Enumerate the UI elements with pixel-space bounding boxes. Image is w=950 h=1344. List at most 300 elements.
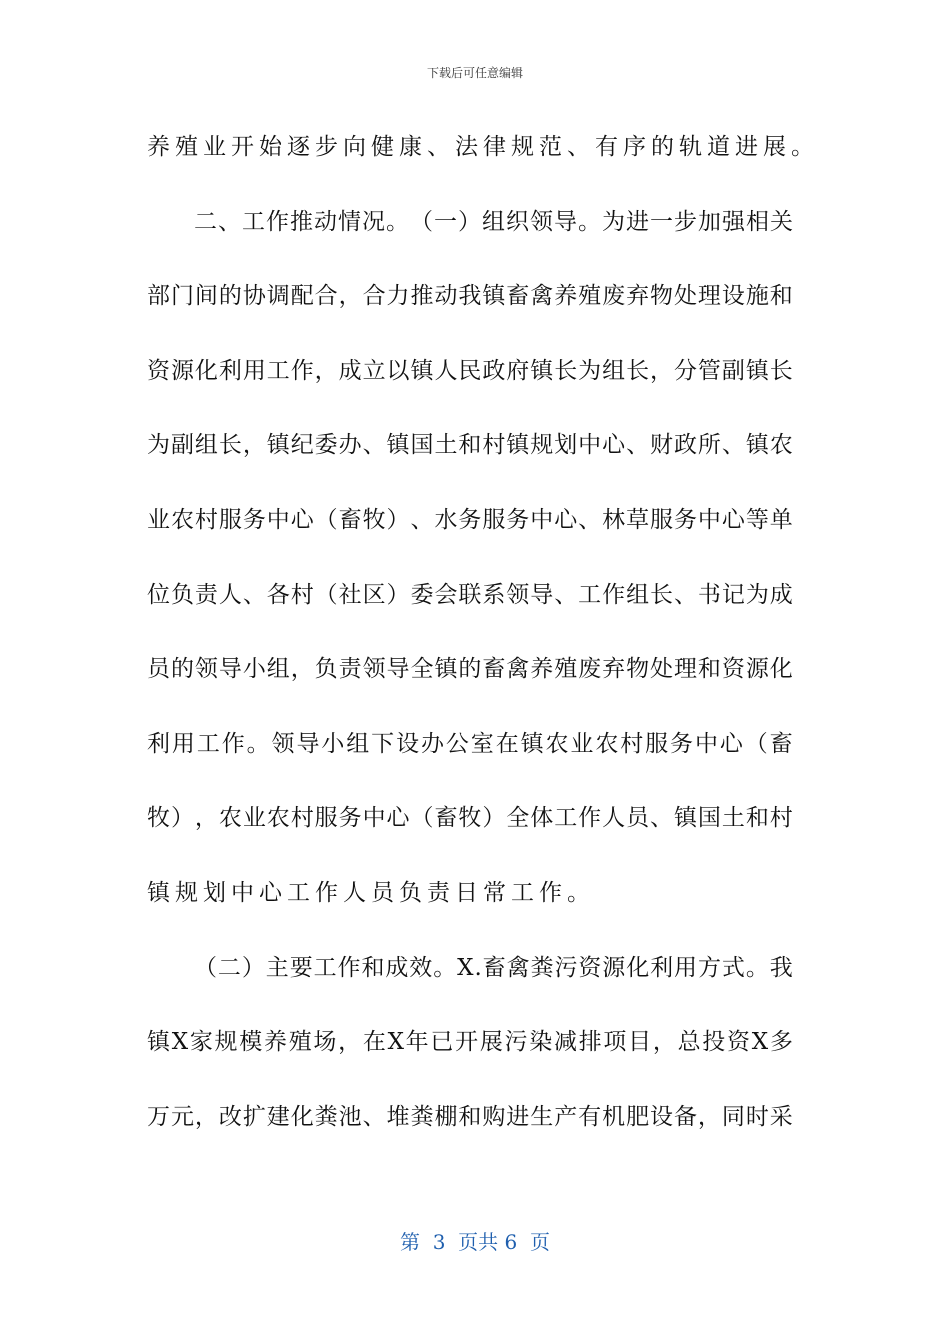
paragraph-line — [147, 569, 793, 644]
line-char: 镇 — [266, 432, 290, 459]
line-char: 、 — [218, 208, 241, 235]
line-char: 纪 — [290, 432, 314, 459]
line-char: 开 — [455, 1029, 479, 1056]
line-char: ， — [194, 1103, 218, 1130]
line-char: 施 — [745, 283, 769, 310]
line-char: 畜 — [482, 954, 506, 981]
line-char: 殖 — [554, 656, 578, 683]
line-char: 民 — [458, 357, 482, 384]
line-char: 效 — [409, 954, 433, 981]
line-char: 服 — [218, 506, 242, 533]
line-char: 畜 — [769, 730, 793, 757]
line-char: 府 — [506, 357, 530, 384]
line-char: 水 — [434, 506, 458, 533]
line-char: 副 — [721, 357, 745, 384]
line-char: X — [751, 1029, 769, 1056]
line-char: 肥 — [626, 1103, 650, 1130]
line-char: 为 — [602, 208, 625, 235]
line-char: 员 — [626, 805, 650, 832]
line-char: （ — [314, 581, 338, 608]
line-char: 各 — [266, 581, 290, 608]
paragraph-line — [147, 419, 793, 494]
line-char: 镇 — [147, 1029, 170, 1056]
line-char: 废 — [602, 283, 626, 310]
line-char: 成 — [385, 954, 409, 981]
line-char: 堆 — [386, 1103, 410, 1130]
line-char: 镇 — [482, 283, 506, 310]
line-char: 镇 — [520, 730, 544, 757]
line-char: 化 — [626, 954, 650, 981]
line-char: 负 — [170, 581, 194, 608]
line-char: 区 — [362, 581, 386, 608]
line-char: 、 — [554, 581, 578, 608]
line-char: 组 — [346, 730, 370, 757]
line-char: 财 — [650, 432, 674, 459]
line-char: 和 — [361, 954, 385, 981]
line-char: ） — [170, 805, 194, 832]
line-char: 和 — [769, 283, 793, 310]
line-char: 办 — [338, 432, 362, 459]
line-char: 业 — [242, 805, 266, 832]
line-char: 作 — [266, 208, 289, 235]
line-char: 村 — [769, 805, 793, 832]
line-char: ） — [386, 581, 410, 608]
line-char: 立 — [362, 357, 386, 384]
line-char: 心 — [719, 730, 743, 757]
line-char: 一 — [650, 208, 673, 235]
line-char: 动 — [314, 208, 337, 235]
line-char: 政 — [482, 357, 506, 384]
line-char: 服 — [645, 730, 669, 757]
line-char: 务 — [458, 506, 482, 533]
line-char: 领 — [530, 208, 553, 235]
line-char: 门 — [170, 283, 194, 310]
line-char: ， — [338, 1029, 362, 1056]
line-char: 配 — [290, 283, 314, 310]
line-char: ， — [242, 432, 266, 459]
line-char: 负 — [314, 656, 338, 683]
paragraph-line — [147, 1091, 793, 1166]
line-char: 务 — [670, 730, 694, 757]
line-char: 有 — [578, 1103, 602, 1130]
line-char: 办 — [420, 730, 444, 757]
line-char: 源 — [745, 656, 769, 683]
line-char: 。 — [433, 954, 457, 981]
line-char: X — [457, 954, 474, 981]
line-char: 间 — [194, 283, 218, 310]
line-char: 设 — [650, 1103, 674, 1130]
line-char: 组 — [482, 208, 505, 235]
line-char: ） — [458, 208, 481, 235]
line-char: 规 — [214, 1029, 238, 1056]
line-char: 和 — [458, 432, 482, 459]
line-char: 资 — [727, 1029, 750, 1056]
line-char: 畜 — [506, 283, 530, 310]
line-char: X — [171, 1029, 189, 1056]
line-char: 关 — [770, 208, 793, 235]
line-char: 镇 — [673, 805, 697, 832]
line-char: 责 — [338, 656, 362, 683]
line-char: 二 — [194, 208, 217, 235]
line-char: 养 — [263, 1029, 287, 1056]
line-char: 组 — [194, 432, 218, 459]
line-char: 农 — [218, 805, 242, 832]
line-char: 步 — [674, 208, 697, 235]
line-char: 村 — [290, 581, 314, 608]
line-char: 废 — [578, 656, 602, 683]
paragraph-line — [147, 345, 793, 420]
line-char: 为 — [745, 581, 769, 608]
line-char: 牧 — [362, 506, 386, 533]
paragraph-line — [147, 867, 793, 942]
line-char: 公 — [445, 730, 469, 757]
line-char: 、 — [410, 506, 434, 533]
line-char: 领 — [506, 581, 530, 608]
line-char: ） — [386, 506, 410, 533]
line-char: 导 — [386, 656, 410, 683]
line-char: 资 — [578, 954, 602, 981]
line-char: 工 — [196, 730, 220, 757]
line-char: 以 — [386, 357, 410, 384]
line-char: 资 — [721, 656, 745, 683]
line-char: 禽 — [506, 656, 530, 683]
line-char: 污 — [504, 1029, 528, 1056]
line-char: 和 — [697, 656, 721, 683]
line-char: 池 — [338, 1103, 362, 1130]
line-char: 扩 — [242, 1103, 266, 1130]
line-char: 、 — [626, 432, 650, 459]
line-char: 场 — [313, 1029, 337, 1056]
paragraph-line — [147, 643, 793, 718]
line-char: 同 — [721, 1103, 745, 1130]
line-char: 粪 — [530, 954, 554, 981]
line-char: （ — [410, 208, 433, 235]
line-char: 产 — [554, 1103, 578, 1130]
line-char: （ — [410, 805, 434, 832]
paragraph-line — [147, 792, 793, 867]
line-char: 改 — [218, 1103, 242, 1130]
line-char: 利 — [650, 954, 674, 981]
line-char: 所 — [697, 432, 721, 459]
line-char: 和 — [458, 1103, 482, 1130]
line-char: 多 — [769, 1029, 793, 1056]
paragraph-line — [147, 270, 793, 345]
line-char: 畜 — [482, 656, 506, 683]
line-char: 模 — [239, 1029, 263, 1056]
line-char: 心 — [290, 506, 314, 533]
line-char: 染 — [529, 1029, 553, 1056]
line-char: 工 — [266, 357, 290, 384]
line-char: 规 — [530, 432, 554, 459]
line-char: 元 — [170, 1103, 194, 1130]
line-char: 工 — [554, 805, 578, 832]
line-char: 农 — [595, 730, 619, 757]
line-char: 村 — [194, 506, 218, 533]
line-char: 成 — [769, 581, 793, 608]
header-note: 下载后可任意编辑 — [426, 66, 523, 80]
line-char: 农 — [170, 506, 194, 533]
line-char: ， — [314, 357, 338, 384]
line-char: 中 — [266, 506, 290, 533]
line-char: 草 — [626, 506, 650, 533]
line-char: 源 — [170, 357, 194, 384]
line-char: 加 — [698, 208, 721, 235]
line-char: 牧 — [147, 805, 170, 832]
line-char: 禽 — [506, 954, 530, 981]
line-char: ） — [241, 954, 265, 981]
line-char: 动 — [434, 283, 458, 310]
line-char: 情 — [338, 208, 361, 235]
line-char: 合 — [314, 283, 338, 310]
line-char: 下 — [371, 730, 395, 757]
line-char: 牧 — [458, 805, 482, 832]
line-char: 人 — [602, 805, 626, 832]
line-char: 领 — [362, 656, 386, 683]
line-char: 组 — [266, 656, 290, 683]
page-number: 第 3 页共 6 页 — [400, 1230, 550, 1254]
line-char: 业 — [570, 730, 594, 757]
line-char: 用 — [674, 954, 698, 981]
line-char: 委 — [410, 581, 434, 608]
line-char: 力 — [386, 283, 410, 310]
line-char: 联 — [458, 581, 482, 608]
line-char: 导 — [554, 208, 577, 235]
line-char: 系 — [482, 581, 506, 608]
line-char: 分 — [673, 357, 697, 384]
line-char: 。 — [246, 730, 270, 757]
line-char: 服 — [650, 506, 674, 533]
line-char: 导 — [296, 730, 320, 757]
line-char: 况 — [362, 208, 385, 235]
line-char: 中 — [362, 805, 386, 832]
line-char: 领 — [271, 730, 295, 757]
line-char: 小 — [242, 656, 266, 683]
line-char: 的 — [170, 656, 194, 683]
line-char: 人 — [218, 581, 242, 608]
line-char: 我 — [769, 954, 793, 981]
line-char: 设 — [396, 730, 420, 757]
line-char: 为 — [578, 357, 602, 384]
line-char: 畜 — [338, 506, 362, 533]
line-char: X — [387, 1029, 404, 1056]
line-char: 弃 — [626, 283, 650, 310]
line-char: 的 — [458, 656, 482, 683]
line-char: 村 — [290, 805, 314, 832]
line-char: 养 — [530, 656, 554, 683]
line-char: 备 — [673, 1103, 697, 1130]
line-char: 长 — [218, 432, 242, 459]
paragraph-line — [147, 942, 793, 1017]
line-char: 推 — [290, 208, 313, 235]
line-char: 万 — [147, 1103, 170, 1130]
line-char: 殖 — [578, 283, 602, 310]
line-char: 在 — [362, 1029, 386, 1056]
line-char: 购 — [482, 1103, 506, 1130]
line-char: 排 — [578, 1029, 602, 1056]
line-char: 长 — [650, 581, 674, 608]
line-char: 推 — [410, 283, 434, 310]
line-char: 设 — [721, 283, 745, 310]
line-char: ） — [482, 805, 506, 832]
line-char: 用 — [171, 730, 195, 757]
line-char: 物 — [626, 656, 650, 683]
line-char: 农 — [769, 432, 793, 459]
line-char: 长 — [626, 357, 650, 384]
line-char: 务 — [338, 805, 362, 832]
line-char: 委 — [314, 432, 338, 459]
line-char: 会 — [434, 581, 458, 608]
line-char: 粪 — [314, 1103, 338, 1130]
line-char: 作 — [290, 357, 314, 384]
line-char: 和 — [745, 805, 769, 832]
line-char: 物 — [650, 283, 674, 310]
line-char: 管 — [697, 357, 721, 384]
line-char: 利 — [147, 730, 170, 757]
line-char: 中 — [697, 506, 721, 533]
line-char: ， — [194, 805, 218, 832]
line-char: 镇 — [386, 432, 410, 459]
line-char: 镇 — [506, 432, 530, 459]
line-char: 展 — [479, 1029, 503, 1056]
line-char: 心 — [386, 805, 410, 832]
line-char: ， — [697, 1103, 721, 1130]
line-char: 部 — [147, 283, 170, 310]
line-char: 禽 — [530, 283, 554, 310]
line-char: 进 — [506, 1103, 530, 1130]
line-char: 相 — [746, 208, 769, 235]
line-char: 、 — [673, 581, 697, 608]
line-char: （ — [314, 506, 338, 533]
line-char: 单 — [769, 506, 793, 533]
line-char: 室 — [470, 730, 494, 757]
paragraph-line — [147, 1016, 793, 1091]
line-char: 合 — [362, 283, 386, 310]
line-char: 土 — [721, 805, 745, 832]
line-char: 。 — [745, 954, 769, 981]
line-char: 粪 — [410, 1103, 434, 1130]
line-char: 划 — [554, 432, 578, 459]
line-char: 目 — [628, 1029, 652, 1056]
line-char: 全 — [410, 656, 434, 683]
line-char: 记 — [721, 581, 745, 608]
line-char: 全 — [506, 805, 530, 832]
line-char: 殖 — [288, 1029, 312, 1056]
line-char: 务 — [673, 506, 697, 533]
line-char: 在 — [495, 730, 519, 757]
line-char: 国 — [410, 432, 434, 459]
line-char: 为 — [147, 432, 170, 459]
line-char: 养 — [554, 283, 578, 310]
line-char: 、 — [242, 581, 266, 608]
line-char: 主 — [265, 954, 289, 981]
line-char: 、 — [362, 432, 386, 459]
line-char: 政 — [673, 432, 697, 459]
line-char: 工 — [578, 581, 602, 608]
line-char: ， — [338, 283, 362, 310]
line-char: 作 — [602, 581, 626, 608]
line-char: 社 — [338, 581, 362, 608]
line-char: 镇 — [745, 357, 769, 384]
line-char: 化 — [194, 357, 218, 384]
paragraph-line — [147, 196, 793, 271]
line-char: 、 — [578, 506, 602, 533]
line-char: 责 — [194, 581, 218, 608]
line-char: 强 — [722, 208, 745, 235]
line-char: 生 — [530, 1103, 554, 1130]
line-char: 时 — [745, 1103, 769, 1130]
paragraph-line — [147, 494, 793, 569]
line-char: 化 — [769, 656, 793, 683]
line-char: 心 — [721, 506, 745, 533]
line-char: ， — [652, 1029, 676, 1056]
line-char: . — [474, 954, 482, 981]
line-char: 农 — [266, 805, 290, 832]
line-char: （ — [194, 954, 217, 981]
line-char: 成 — [338, 357, 362, 384]
line-char: 织 — [506, 208, 529, 235]
line-char: 理 — [697, 283, 721, 310]
line-char: 处 — [673, 283, 697, 310]
line-char: 务 — [506, 506, 530, 533]
line-char: 领 — [194, 656, 218, 683]
line-char: 理 — [673, 656, 697, 683]
line-char: 镇 — [745, 432, 769, 459]
line-char: 调 — [266, 283, 290, 310]
line-char: ， — [650, 357, 674, 384]
line-char: 、 — [650, 805, 674, 832]
line-char: 。 — [386, 208, 409, 235]
line-char: 业 — [147, 506, 170, 533]
line-char: 中 — [578, 432, 602, 459]
line-char: 小 — [321, 730, 345, 757]
line-char: 源 — [602, 954, 626, 981]
line-char: 我 — [458, 283, 482, 310]
line-char: 的 — [218, 283, 242, 310]
line-char: 书 — [697, 581, 721, 608]
line-char: 弃 — [602, 656, 626, 683]
paragraph-line — [147, 121, 819, 196]
line-char: 总 — [677, 1029, 701, 1056]
line-char: 利 — [218, 357, 242, 384]
line-char: 、 — [362, 1103, 386, 1130]
line-char: 年 — [405, 1029, 429, 1056]
line-char: 已 — [430, 1029, 454, 1056]
line-char: 镇 — [410, 357, 434, 384]
line-char: 长 — [554, 357, 578, 384]
line-char: 等 — [745, 506, 769, 533]
line-char: 人 — [434, 357, 458, 384]
line-char: 长 — [769, 357, 793, 384]
line-char: 员 — [147, 656, 170, 683]
line-char: 体 — [530, 805, 554, 832]
line-char: 导 — [218, 656, 242, 683]
line-char: 二 — [217, 954, 241, 981]
line-char: 要 — [289, 954, 313, 981]
line-char: 机 — [602, 1103, 626, 1130]
line-char: 镇 — [434, 656, 458, 683]
line-char: 进 — [626, 208, 649, 235]
line-char: 林 — [602, 506, 626, 533]
line-char: 方 — [697, 954, 721, 981]
line-char: 中 — [530, 506, 554, 533]
line-char: 。 — [578, 208, 601, 235]
line-char: 农 — [545, 730, 569, 757]
line-char: 一 — [434, 208, 457, 235]
line-char: 、 — [721, 432, 745, 459]
line-char: 务 — [242, 506, 266, 533]
line-char: 减 — [553, 1029, 577, 1056]
document-body — [147, 121, 819, 1165]
